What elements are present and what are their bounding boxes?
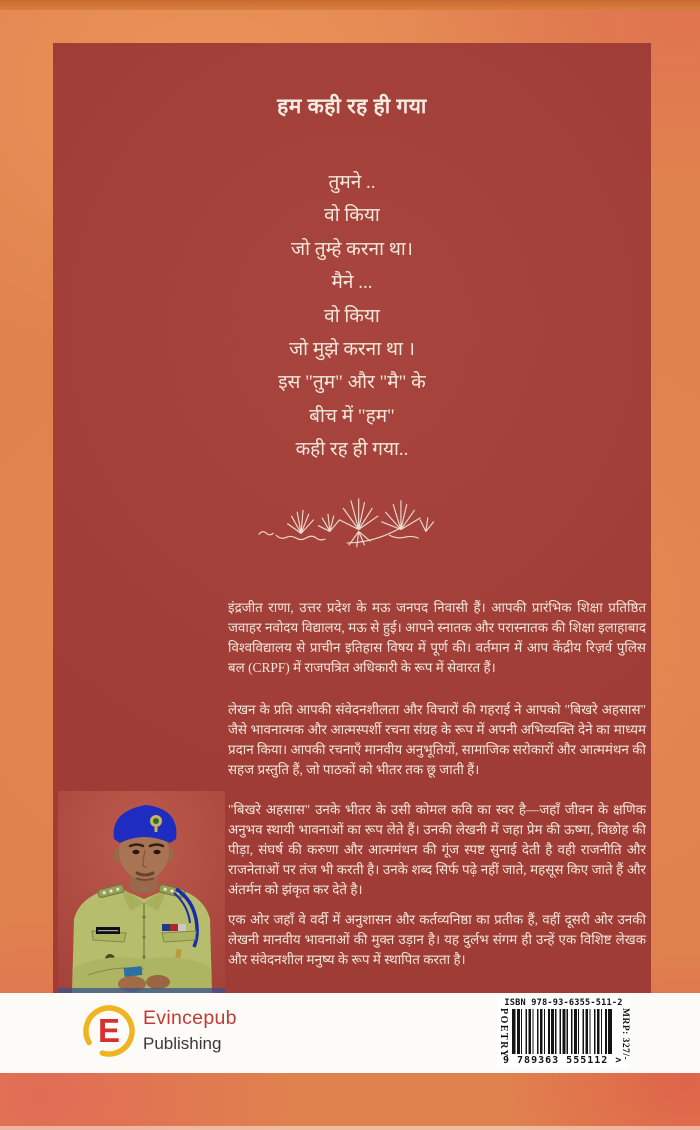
- publisher-name: [143, 1007, 237, 1054]
- publisher-bar: [0, 993, 700, 1073]
- publisher-name-line1: Evincepub: [143, 1007, 237, 1029]
- barcode-panel: [497, 998, 630, 1068]
- genre-label: POETRY: [498, 1008, 509, 1059]
- poem-title: हम कही रह ही गया: [277, 94, 427, 118]
- top-edge-strip: [0, 0, 700, 10]
- poem-line: वो किया: [324, 205, 380, 227]
- mrp-label: MRP: 327/-: [620, 1008, 630, 1061]
- author-photo: [58, 791, 225, 993]
- barcode-icon: [512, 1009, 612, 1054]
- poem-line: कही रह ही गया..: [295, 439, 409, 461]
- publisher-name-line2: Publishing: [143, 1034, 222, 1053]
- poem-line: इस "तुम" और "मै" के: [278, 372, 426, 394]
- isbn-text: ISBN 978-93-6355-511-2: [504, 998, 623, 1008]
- bio-paragraph: इंद्रजीत राणा, उत्तर प्रदेश के मऊ जनपद निवासी हैं। आपकी प्रारंभिक शिक्षा प्रतिष्ठित जवाहर नवोदय विद्यालय, मऊ से हुई। आपने स्नातक और परास्नातक की शिक्षा इलाहाबाद विश्वविद्यालय से प्राचीन इतिहास विषय में पूर्ण की। वर्तमान में आप केंद्रीय रिज़र्व पुलिस बल (CRPF) में राजपत्रित अधिकारी के रूप में सेवारत हैं।: [228, 600, 646, 675]
- poem-line: बीच में "हम": [309, 405, 395, 427]
- poem-line: जो मुझे करना था ।: [289, 339, 415, 361]
- poem-line: वो किया: [324, 305, 380, 327]
- publisher-logo-letter: E: [97, 1012, 120, 1049]
- poem-lines: [53, 166, 651, 467]
- barcode-digits: 9 789363 555112 >: [503, 1055, 623, 1066]
- bio-paragraph: एक ओर जहाँ वे वर्दी में अनुशासन और कर्तव्यनिष्ठा का प्रतीक हैं, वहीं दूसरी ओर उनकी लेखनी मानवीय भावनाओं की मुक्त उड़ान है। यह दुर्लभ संगम ही उन्हें एक विशिष्ट लेखक और संवेदनशील मनुष्य के रूप में स्थापित करता है।: [228, 912, 646, 967]
- bottom-edge-strip: [0, 1126, 700, 1130]
- grass-illustration-icon: [255, 486, 447, 550]
- poem-line: मैने ...: [331, 272, 373, 294]
- poem-panel: [53, 43, 651, 993]
- poem-line: तुमने ..: [328, 172, 376, 193]
- bio-paragraph: लेखन के प्रति आपकी संवेदनशीलता और विचारों की गहराई ने आपको "बिखरे अहसास" जैसे भावनात्मक और आत्मस्पर्शी रचना संग्रह के रूप में अपनी अभिव्यक्ति देने का माध्यम प्रदान किया। आपकी रचनाएँ मानवीय अनुभूतियों, सामाजिक सरोकारों और आत्ममंथन की सहज प्रस्तुति हैं, जो पाठकों को भीतर तक छू जाती हैं।: [228, 702, 646, 777]
- bio-paragraph: "बिखरे अहसास" उनके भीतर के उसी कोमल कवि का स्वर है—जहाँ जीवन के क्षणिक अनुभव स्थायी भावनाओं का रूप लेते हैं। उनकी लेखनी में जहा प्रेम की ऊष्मा, विछोह की पीड़ा, संघर्ष की करुणा और आत्ममंथन की गूंज स्पष्ट सुनाई देती है वही राजनीति और राजनेताओं पर तंज भी करती है। उनके शब्द सिर्फ पढ़े नहीं जाते, महसूस किए जाते हैं और अंतर्मन को झंकृत कर देते है।: [228, 802, 646, 897]
- poem-line: जो तुम्हे करना था।: [290, 238, 414, 260]
